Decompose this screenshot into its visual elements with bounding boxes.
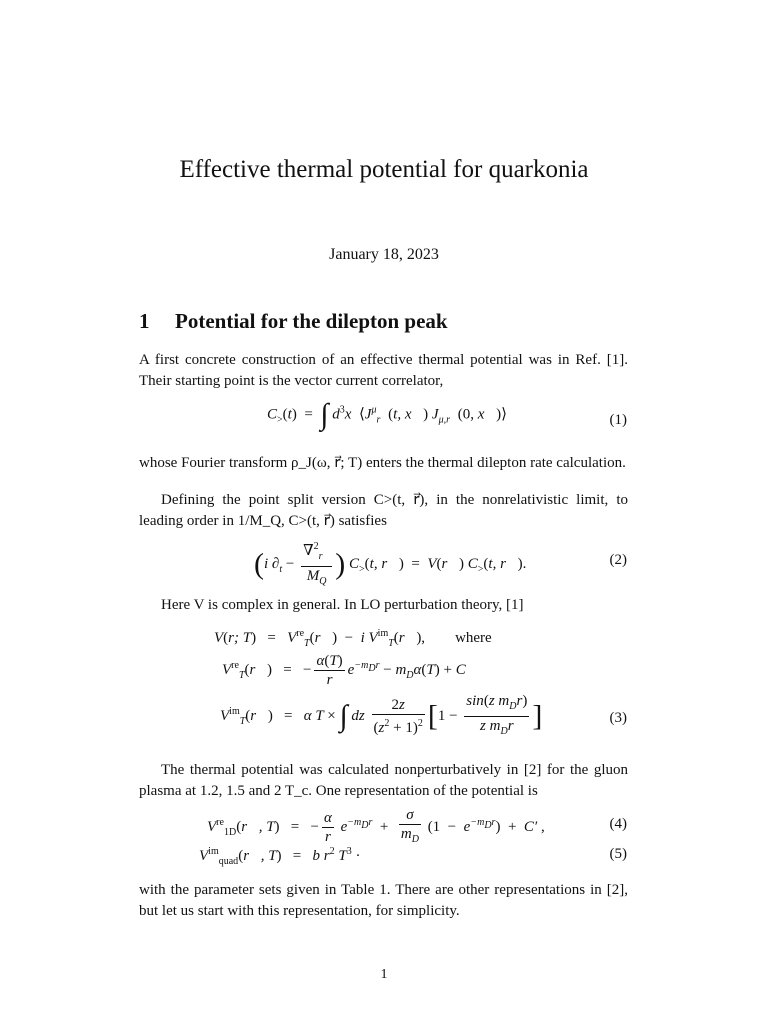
section-number: 1 [139,309,150,333]
equation-4-number: (4) [609,816,627,832]
paper-title: Effective thermal potential for quarkonia [179,156,589,183]
paragraph-2: whose Fourier transform ρ_J(ω, r⃗; T) enters the thermal dilepton rate calculation. [139,455,626,471]
where-word: where [455,630,492,646]
equation-1: $C_>(t)$ = ∫ $d^3x$ $⟨J^\mu_{r⃗}(t$, x⃗) $J_{\mu,r⃗}(0$, x⃗)⟩ [267,398,507,431]
equation-4: $Vre_{1D}(r⃗$, T) = − $\frac{\alpha}{r}$ $e^{-m_Dr}$ + $\frac{\sigma}{m_D}$ $(1 - e^{-m_Dr}) + C'$ , [207,807,545,845]
equation-3-line-3: $V^{im}_T(r⃗) = \alpha$ T × ∫ dz $\frac{2z}{(z^2 + 1)^2}$ [1 − $\frac{\sin(z m_Dr)}{z m_Dr}$ ] [220,693,543,737]
equation-2-number: (2) [609,552,627,568]
paragraph-4: Here V is complex in general. In LO perturbation theory, [1] [161,597,524,613]
equation-1-number: (1) [609,412,627,428]
equation-2: (i $\partial_t$ − $\frac{\nabla^2_{r⃗}}{M_Q}$ ) $C_>(t$, r⃗) = V(r⃗) $C_>(t$, r⃗). [254,538,526,591]
paragraph-5: The thermal potential was calculated nonperturbatively in [2] for the gluon plasma at 1.2, 1.5 and 2 T_c. One representation of the potential is [139,762,628,799]
section-title: Potential for the dilepton peak [175,309,448,333]
paragraph-3: Defining the point split version C>(t, r⃗), in the nonrelativistic limit, to leading order in 1/M_Q, C>(t, r⃗) satisfies [139,492,628,529]
equation-5-number: (5) [609,846,627,862]
equation-5: $V^{im}_{quad}(r⃗$, T) = b $r^2$ $T^3$ · [199,846,361,867]
section-heading [139,309,448,334]
paper-date: January 18, 2023 [329,246,439,263]
equation-3-line-2: $Vre_T(r⃗)$ = − $\frac{\alpha(T)}{r}$ $e^{-m_Dr} - m_D\alpha(T) + C$ [222,653,466,688]
paragraph-1: A first concrete construction of an effective thermal potential was in Ref. [1]. Their starting point is the vector current correlator, [139,352,628,389]
paragraph-6: with the parameter sets given in Table 1. There are other representations in [2], but let us start with this representation, for simplicity. [139,882,628,919]
equation-3-line-1: V(r; $T) = Vre_T(r⃗) - i$ $V^{im}_T(r⃗)$, where [214,628,492,649]
page-number: 1 [380,967,388,982]
equation-3-number: (3) [609,710,627,726]
